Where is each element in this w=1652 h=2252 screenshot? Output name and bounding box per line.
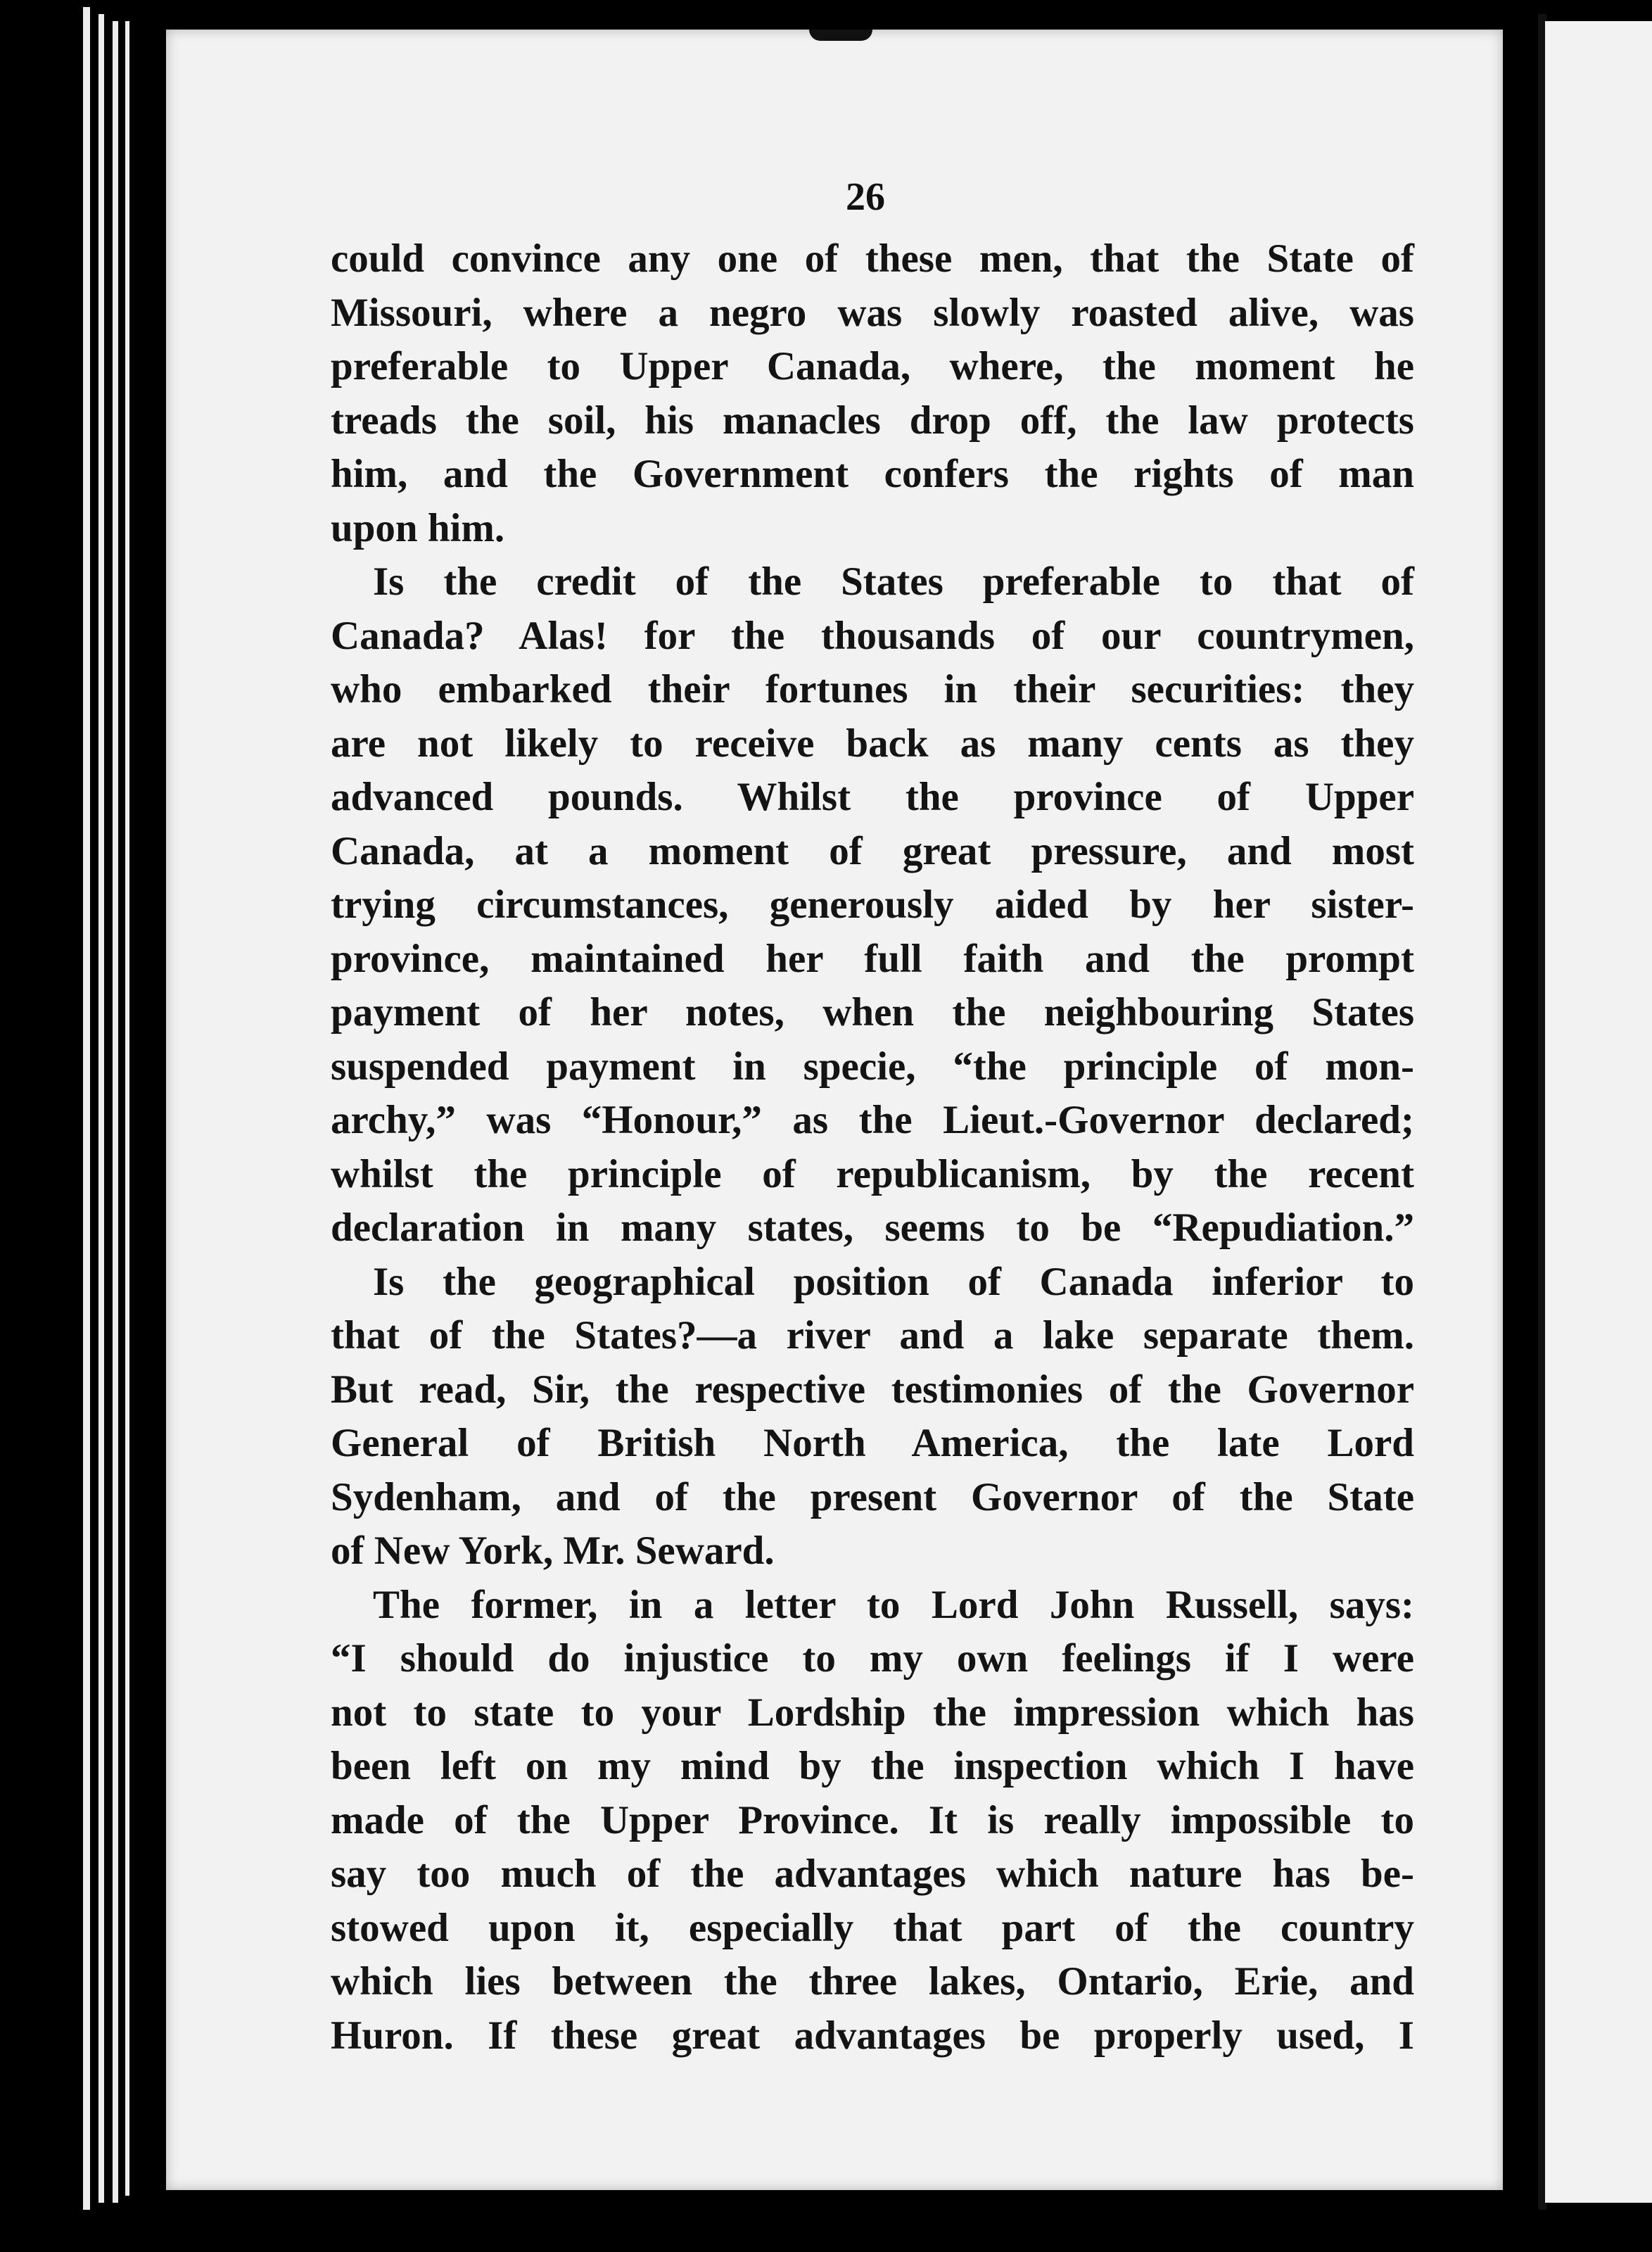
text-line: treads the soil, his manacles drop off, the law protects [331,398,1414,443]
paragraph [331,1579,1414,2063]
text-line: trying circumstances, generously aided by her sister- [331,883,1414,927]
text-line: province, maintained her full faith and the prompt [331,936,1414,981]
text-line: General of British North America, the late Lord [331,1421,1414,1465]
text-line: Is the credit of the States preferable to that of [373,559,1414,604]
text-line: preferable to Upper Canada, where, the moment he [331,344,1414,388]
text-line: payment of her notes, when the neighbouring States [331,990,1414,1035]
text-line: upon him. [331,505,505,550]
text-line: which lies between the three lakes, Ontario, Erie, and [331,1959,1414,2004]
text-line: stowed upon it, especially that part of the country [331,1905,1414,1950]
text-line: made of the Upper Province. It is really impossible to [331,1797,1414,1842]
page-number: 26 [846,175,885,219]
text-line: archy,” was “Honour,” as the Lieut.-Governor declared; [331,1098,1414,1142]
text-line: declaration in many states, seems to be “Repudiation.” [331,1206,1414,1250]
text-line: Sydenham, and of the present Governor of the State [331,1474,1414,1519]
text-line: “I should do injustice to my own feelings if I were [331,1636,1414,1681]
body-text [331,232,1414,2063]
text-line: advanced pounds. Whilst the province of Upper [331,775,1414,819]
text-line: Is the geographical position of Canada inferior to [373,1259,1414,1304]
text-line: But read, Sir, the respective testimonies of the Governor [331,1367,1414,1412]
text-line: not to state to your Lordship the impression which has [331,1690,1414,1735]
paragraph [331,232,1414,555]
text-line: Missouri, where a negro was slowly roasted alive, was [331,290,1414,335]
page-edge [125,21,129,2196]
text-line: been left on my mind by the inspection which I have [331,1744,1414,1788]
text-line: whilst the principle of republicanism, by the recent [331,1151,1414,1196]
text-line: Canada? Alas! for the thousands of our countrymen, [331,613,1414,658]
text-line: who embarked their fortunes in their securities: they [331,667,1414,711]
page-edge [99,14,104,2203]
text-line: that of the States?—a river and a lake separate them. [331,1313,1414,1358]
page-edge [83,7,90,2210]
text-line: Huron. If these great advantages be properly used, I [331,2013,1414,2058]
paragraph [331,1255,1414,1579]
text-line: Canada, at a moment of great pressure, and most [331,828,1414,873]
facing-page-edge [1545,21,1652,2203]
page-edge [113,21,118,2203]
text-line: could convince any one of these men, that the State of [331,236,1414,281]
text-line: are not likely to receive back as many cents as they [331,721,1414,766]
top-binding-mark [809,30,872,41]
text-line: of New York, Mr. Seward. [331,1529,775,1573]
text-line: say too much of the advantages which nature has be- [331,1852,1414,1896]
text-line: The former, in a letter to Lord John Russell, says: [373,1582,1414,1627]
paragraph [331,555,1414,1255]
text-line: him, and the Government confers the rights of man [331,452,1414,496]
text-line: suspended payment in specie, “the principle of mon- [331,1044,1414,1089]
